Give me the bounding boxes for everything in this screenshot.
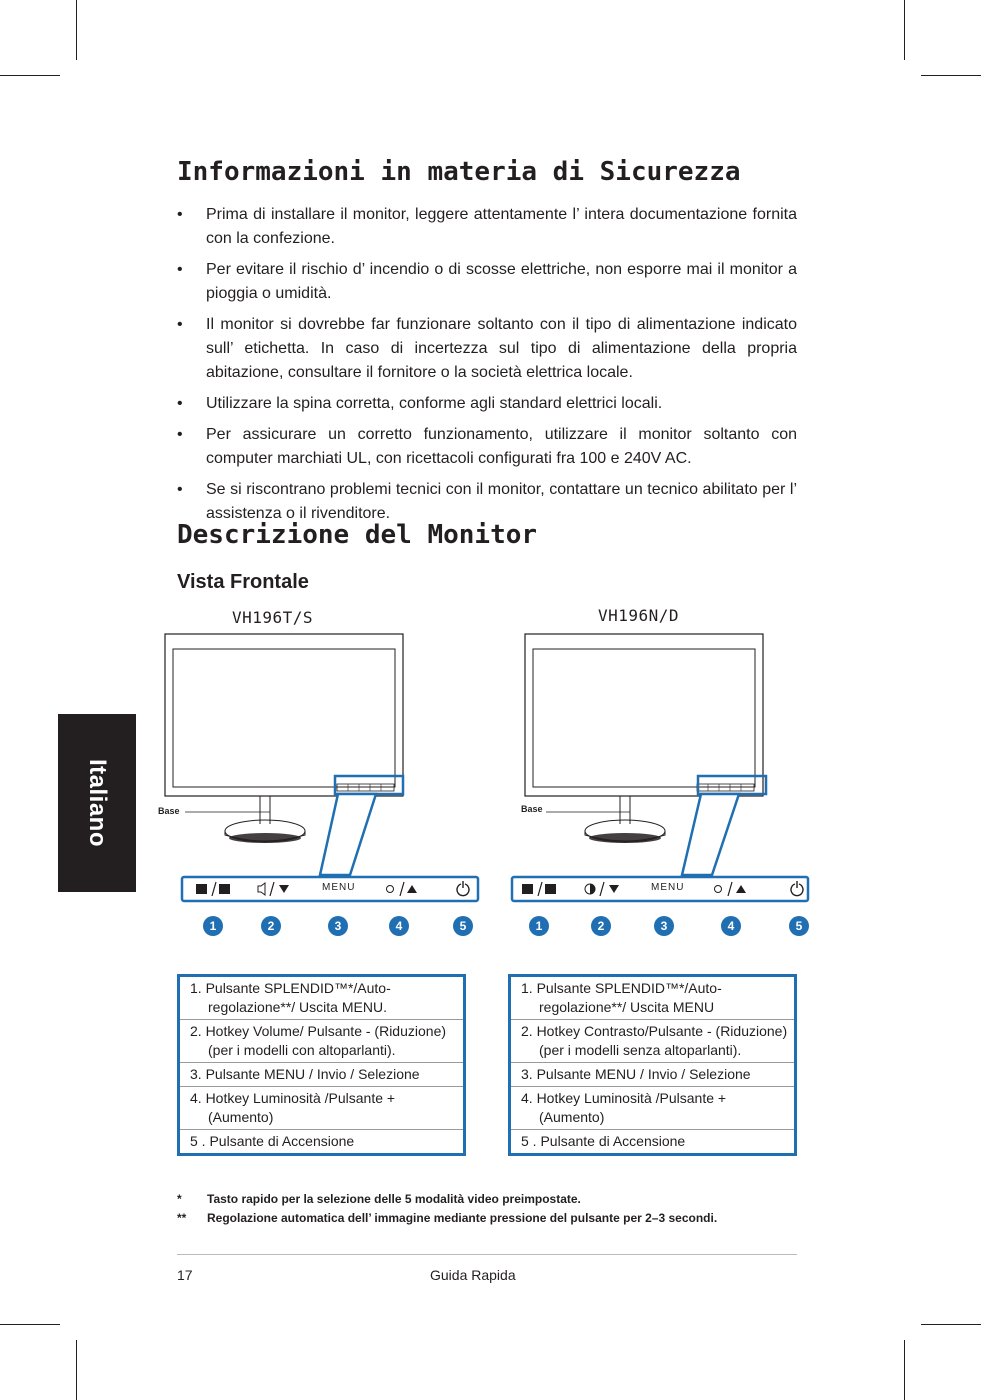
list-item: • Per assicurare un corretto funzionamento, utilizzare il monitor soltanto con computer marchiati UL, con ricettacoli configurati fra 100 e 240V AC. (177, 423, 797, 471)
callout-number: 2 (261, 916, 281, 936)
crop-mark (921, 1324, 981, 1325)
legend-row: 1. Pulsante SPLENDID™*/Auto-regolazione**/ Uscita MENU (511, 977, 794, 1020)
section-subtitle: Vista Frontale (177, 571, 309, 593)
legend-table-left (177, 974, 466, 1156)
footnote-text: Regolazione automatica dell’ immagine mediante pressione del pulsante per 2–3 secondi. (207, 1211, 718, 1225)
legend-row: 5 . Pulsante di Accensione (190, 1133, 355, 1149)
footnote-mark: ** (177, 1211, 187, 1225)
crop-mark (904, 1340, 905, 1400)
list-item: • Se si riscontrano problemi tecnici con il monitor, contattare un tecnico abilitato per l’ assistenza o il rivenditore. (177, 478, 797, 526)
callout-number: 5 (453, 916, 473, 936)
base-label: Base (158, 806, 180, 816)
description-title: Descrizione del Monitor (177, 520, 538, 550)
legend-row: 4. Hotkey Luminosità /Pulsante + (Aumento) (511, 1087, 794, 1130)
menu-key-label: MENU (651, 882, 685, 893)
language-label: Italiano (84, 758, 111, 848)
list-item: • Il monitor si dovrebbe far funzionare soltanto con il tipo di alimentazione indicato sull’ etichetta. In caso di incertezza sul tipo di alimentazione della propria abitazione, consultare il fornitore o la società elettrica locale. (177, 313, 797, 385)
legend-row: 1. Pulsante SPLENDID™*/Auto-regolazione**/ Uscita MENU. (180, 977, 463, 1020)
legend-row: 4. Hotkey Luminosità /Pulsante + (Aumento) (180, 1087, 463, 1130)
model-name-right: VH196N/D (598, 606, 680, 625)
list-item: • Per evitare il rischio d’ incendio o di scosse elettriche, non esporre mai il monitor a pioggia o umidità. (177, 258, 797, 306)
footnote-text: Tasto rapido per la selezione delle 5 modalità video preimpostate. (207, 1192, 581, 1206)
callout-number: 2 (591, 916, 611, 936)
list-item: • Prima di installare il monitor, leggere attentamente l’ intera documentazione fornita con la confezione. (177, 203, 797, 251)
guide-title: Guida Rapida (430, 1267, 516, 1283)
base-label: Base (521, 804, 543, 814)
zoom-arrow (320, 794, 376, 875)
footnote (177, 1192, 581, 1206)
callout-number: 1 (203, 916, 223, 936)
crop-mark (76, 1340, 77, 1400)
legend-row: 3. Pulsante MENU / Invio / Selezione (180, 1063, 463, 1087)
callout-number: 1 (529, 916, 549, 936)
crop-mark (0, 1324, 60, 1325)
legend-row: 2. Hotkey Contrasto/Pulsante - (Riduzione) (per i modelli senza altoparlanti). (511, 1020, 794, 1063)
footnote (177, 1211, 717, 1225)
legend-row: 3. Pulsante MENU / Invio / Selezione (511, 1063, 794, 1087)
callout-number: 3 (328, 916, 348, 936)
footnote-mark: * (177, 1192, 182, 1206)
page-number: 17 (177, 1267, 193, 1283)
menu-key-label: MENU (322, 882, 356, 893)
callout-number: 5 (789, 916, 809, 936)
callout-number: 3 (654, 916, 674, 936)
model-name-left: VH196T/S (232, 608, 314, 627)
callout-number: 4 (389, 916, 409, 936)
safety-title: Informazioni in materia di Sicurezza (177, 157, 741, 187)
legend-row: 2. Hotkey Volume/ Pulsante - (Riduzione) (per i modelli con altoparlanti). (180, 1020, 463, 1063)
callout-number: 4 (721, 916, 741, 936)
legend-table-right (508, 974, 797, 1156)
zoom-arrow (682, 794, 739, 875)
footer-rule (177, 1254, 797, 1255)
legend-row: 5 . Pulsante di Accensione (521, 1133, 686, 1149)
list-item: • Utilizzare la spina corretta, conforme agli standard elettrici locali. (177, 392, 797, 416)
